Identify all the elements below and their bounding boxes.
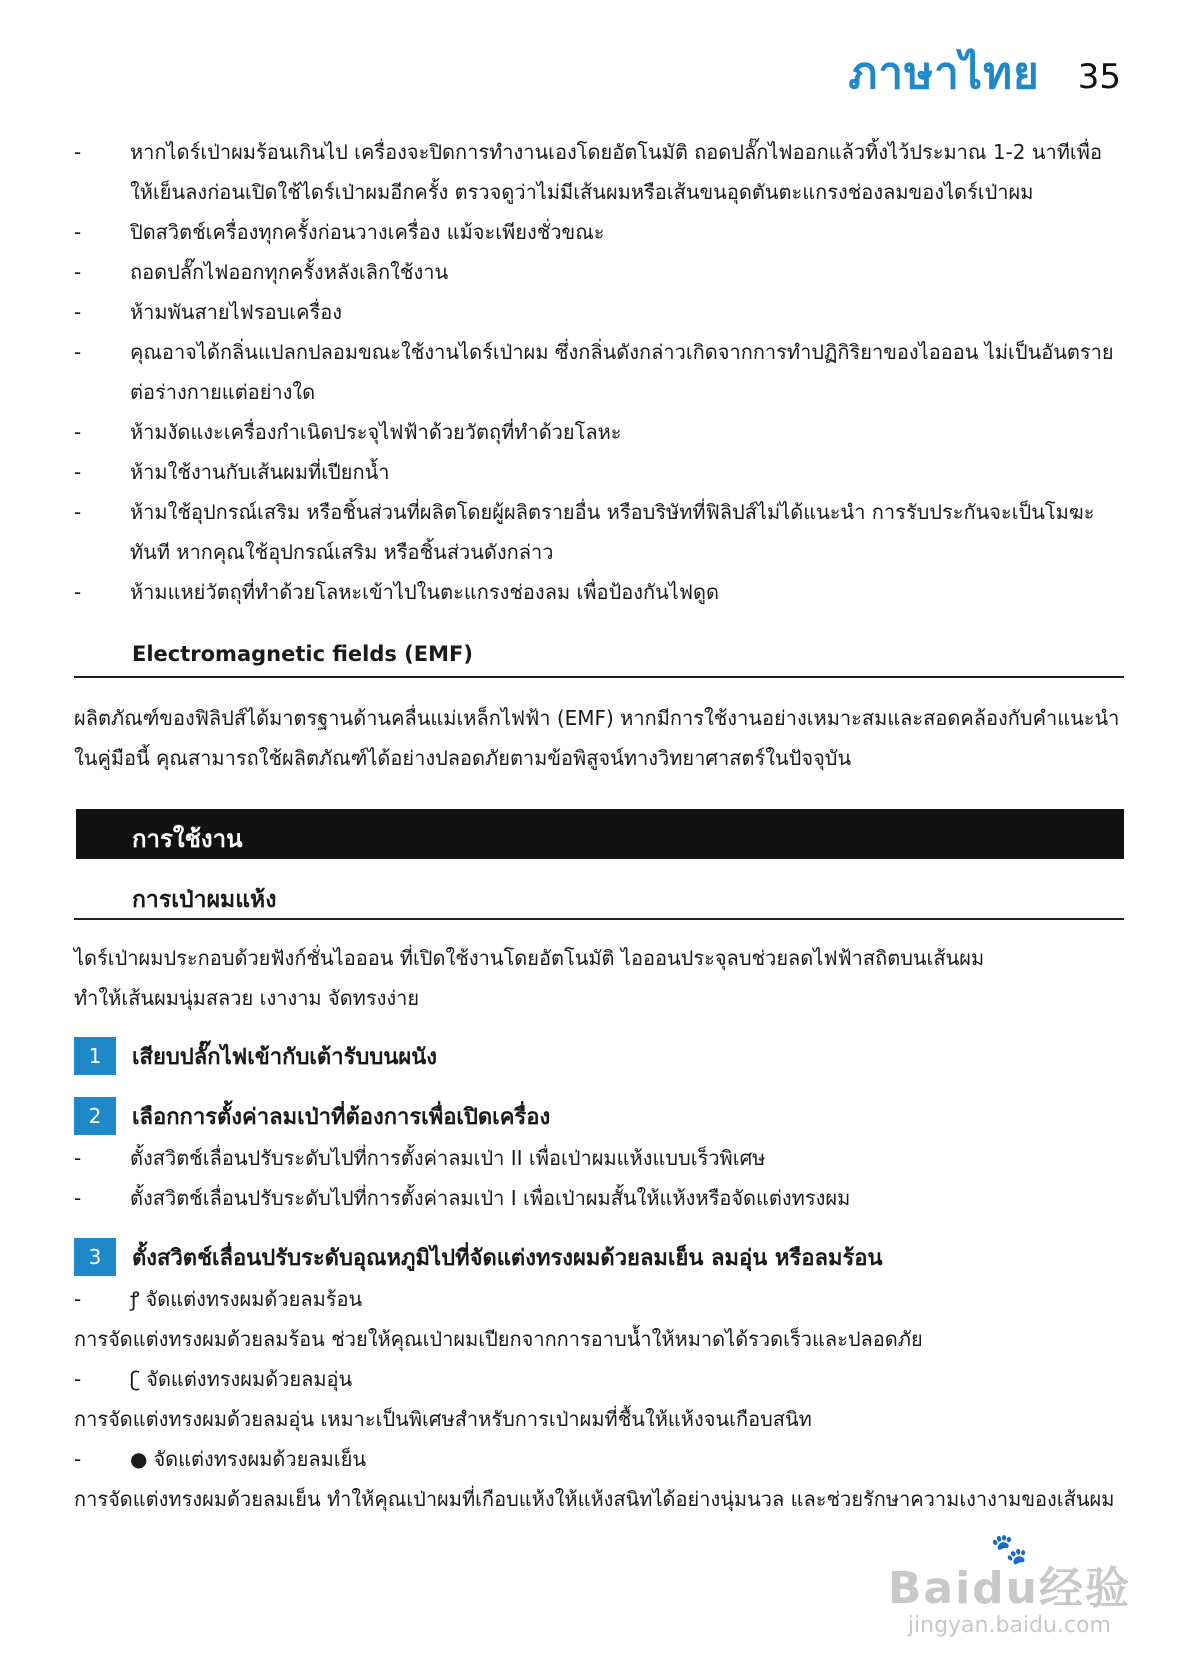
list-item: - ห้ามแหย่วัตถุที่ทำด้วยโลหะเข้าไปในตะแกรงช่องลม เพื่อป้องกันไฟดูด — [74, 580, 719, 604]
emf-heading: Electromagnetic fields (EMF) — [132, 642, 473, 666]
watermark — [887, 1532, 1131, 1638]
temp-setting-hot: - ꝭ จัดแต่งทรงผมด้วยลมร้อน — [74, 1279, 1124, 1319]
list-item: - ปิดสวิตช์เครื่องทุกครั้งก่อนวางเครื่อง แม้จะเพียงชั่วขณะ — [74, 220, 605, 244]
emf-paragraph: ผลิตภัณฑ์ของฟิลิปส์ได้มาตรฐานด้านคลื่นแม่เหล็กไฟฟ้า (EMF) หากมีการใช้งานอย่างเหมาะสมและสอดคล้องกับคำแนะนำในคู่มือนี้ คุณสามารถใช้ผลิตภัณฑ์ได้อย่างปลอดภัยตามข้อพิสูจน์ทางวิทยาศาสตร์ในปัจจุบัน — [74, 706, 1120, 770]
section-header-bar — [76, 809, 1124, 859]
paw-icon: 🐾 — [990, 1532, 1029, 1567]
warm-air-icon: ʗ — [130, 1367, 141, 1391]
list-item: - ตั้งสวิตช์เลื่อนปรับระดับไปที่การตั้งค่าลมเป่า I เพื่อเป่าผมสั้นให้แห้งหรือจัดแต่งทรงผม — [74, 1186, 851, 1210]
step-3 — [74, 1238, 883, 1276]
divider — [74, 676, 1124, 678]
step-2 — [74, 1097, 550, 1135]
step-1 — [74, 1037, 437, 1075]
temp-setting-warm: - ʗ จัดแต่งทรงผมด้วยลมอุ่น — [74, 1359, 1124, 1399]
safety-bullet-list — [74, 132, 1124, 612]
list-item: - ห้ามใช้งานกับเส้นผมที่เปียกน้ำ — [74, 460, 390, 484]
page-number: 35 — [1077, 57, 1121, 97]
list-item: - ห้ามใช้อุปกรณ์เสริม หรือชิ้นส่วนที่ผลิตโดยผู้ผลิตรายอื่น หรือบริษัทที่ฟิลิปส์ไม่ได้แนะนำ การรับประกันจะเป็นโมฆะทันที หากคุณใช้อุปกรณ์เสริม หรือชิ้นส่วนดังกล่าว — [74, 500, 1095, 564]
subsection-title: การเป่าผมแห้ง — [132, 887, 277, 913]
list-item: - ห้ามพันสายไฟรอบเครื่อง — [74, 300, 343, 324]
watermark-brand: Baidu经验 — [887, 1563, 1131, 1614]
list-item: - ถอดปลั๊กไฟออกทุกครั้งหลังเลิกใช้งาน — [74, 260, 449, 284]
divider — [74, 918, 1124, 920]
temp-setting-cool: - ● จัดแต่งทรงผมด้วยลมเย็น — [74, 1439, 1124, 1479]
list-item: - คุณอาจได้กลิ่นแปลกปลอมขณะใช้งานไดร์เป่าผม ซึ่งกลิ่นดังกล่าวเกิดจากการทำปฏิกิริยาของไอออน ไม่เป็นอันตรายต่อร่างกายแต่อย่างใด — [74, 340, 1114, 404]
step-number: 2 — [74, 1097, 116, 1135]
step-number: 1 — [74, 1037, 116, 1075]
list-item: - ตั้งสวิตช์เลื่อนปรับระดับไปที่การตั้งค่าลมเป่า II เพื่อเป่าผมแห้งแบบเร็วพิเศษ — [74, 1146, 766, 1170]
page-title: ภาษาไทย — [848, 48, 1040, 99]
section-title: การใช้งาน — [132, 825, 243, 853]
step-title: เลือกการตั้งค่าลมเป่าที่ต้องการเพื่อเปิดเครื่อง — [132, 1104, 551, 1130]
hot-air-icon: ꝭ — [130, 1287, 140, 1311]
step-title: เสียบปลั๊กไฟเข้ากับเต้ารับบนผนัง — [132, 1044, 438, 1070]
watermark-url: jingyan.baidu.com — [907, 1613, 1111, 1638]
intro-paragraph: ไดร์เป่าผมประกอบด้วยฟังก์ชั่นไอออน ที่เปิดใช้งานโดยอัตโนมัติ ไอออนประจุลบช่วยลดไฟฟ้าสถิตบนเส้นผม ทำให้เส้นผมนุ่มสลวย เงางาม จัดทรงง่าย — [74, 946, 985, 1010]
cool-air-icon: ● — [130, 1447, 148, 1471]
list-item: - หากไดร์เป่าผมร้อนเกินไป เครื่องจะปิดการทำงานเองโดยอัตโนมัติ ถอดปลั๊กไฟออกแล้วทิ้งไว้ประมาณ 1-2 นาทีเพื่อให้เย็นลงก่อนเปิดใช้ไดร์เป่าผมอีกครั้ง ตรวจดูว่าไม่มีเส้นผมหรือเส้นขนอุดตันตะแกรงช่องลมของไดร์เป่าผม — [74, 140, 1102, 204]
step-title: ตั้งสวิตช์เลื่อนปรับระดับอุณหภูมิไปที่จัดแต่งทรงผมด้วยลมเย็น ลมอุ่น หรือลมร้อน — [132, 1245, 883, 1271]
step-number: 3 — [74, 1238, 116, 1276]
temp-desc-warm: การจัดแต่งทรงผมด้วยลมอุ่น เหมาะเป็นพิเศษสำหรับการเป่าผมที่ชื้นให้แห้งจนเกือบสนิท — [74, 1407, 812, 1431]
list-item: - ห้ามงัดแงะเครื่องกำเนิดประจุไฟฟ้าด้วยวัตถุที่ทำด้วยโลหะ — [74, 420, 622, 444]
page-header — [848, 38, 1121, 108]
temp-desc-cool: การจัดแต่งทรงผมด้วยลมเย็น ทำให้คุณเป่าผมที่เกือบแห้งให้แห้งสนิทได้อย่างนุ่มนวล และช่วยรักษาความเงางามของเส้นผม — [74, 1487, 1115, 1511]
temp-desc-hot: การจัดแต่งทรงผมด้วยลมร้อน ช่วยให้คุณเป่าผมเปียกจากการอาบน้ำให้หมาดได้รวดเร็วและปลอดภัย — [74, 1327, 923, 1351]
